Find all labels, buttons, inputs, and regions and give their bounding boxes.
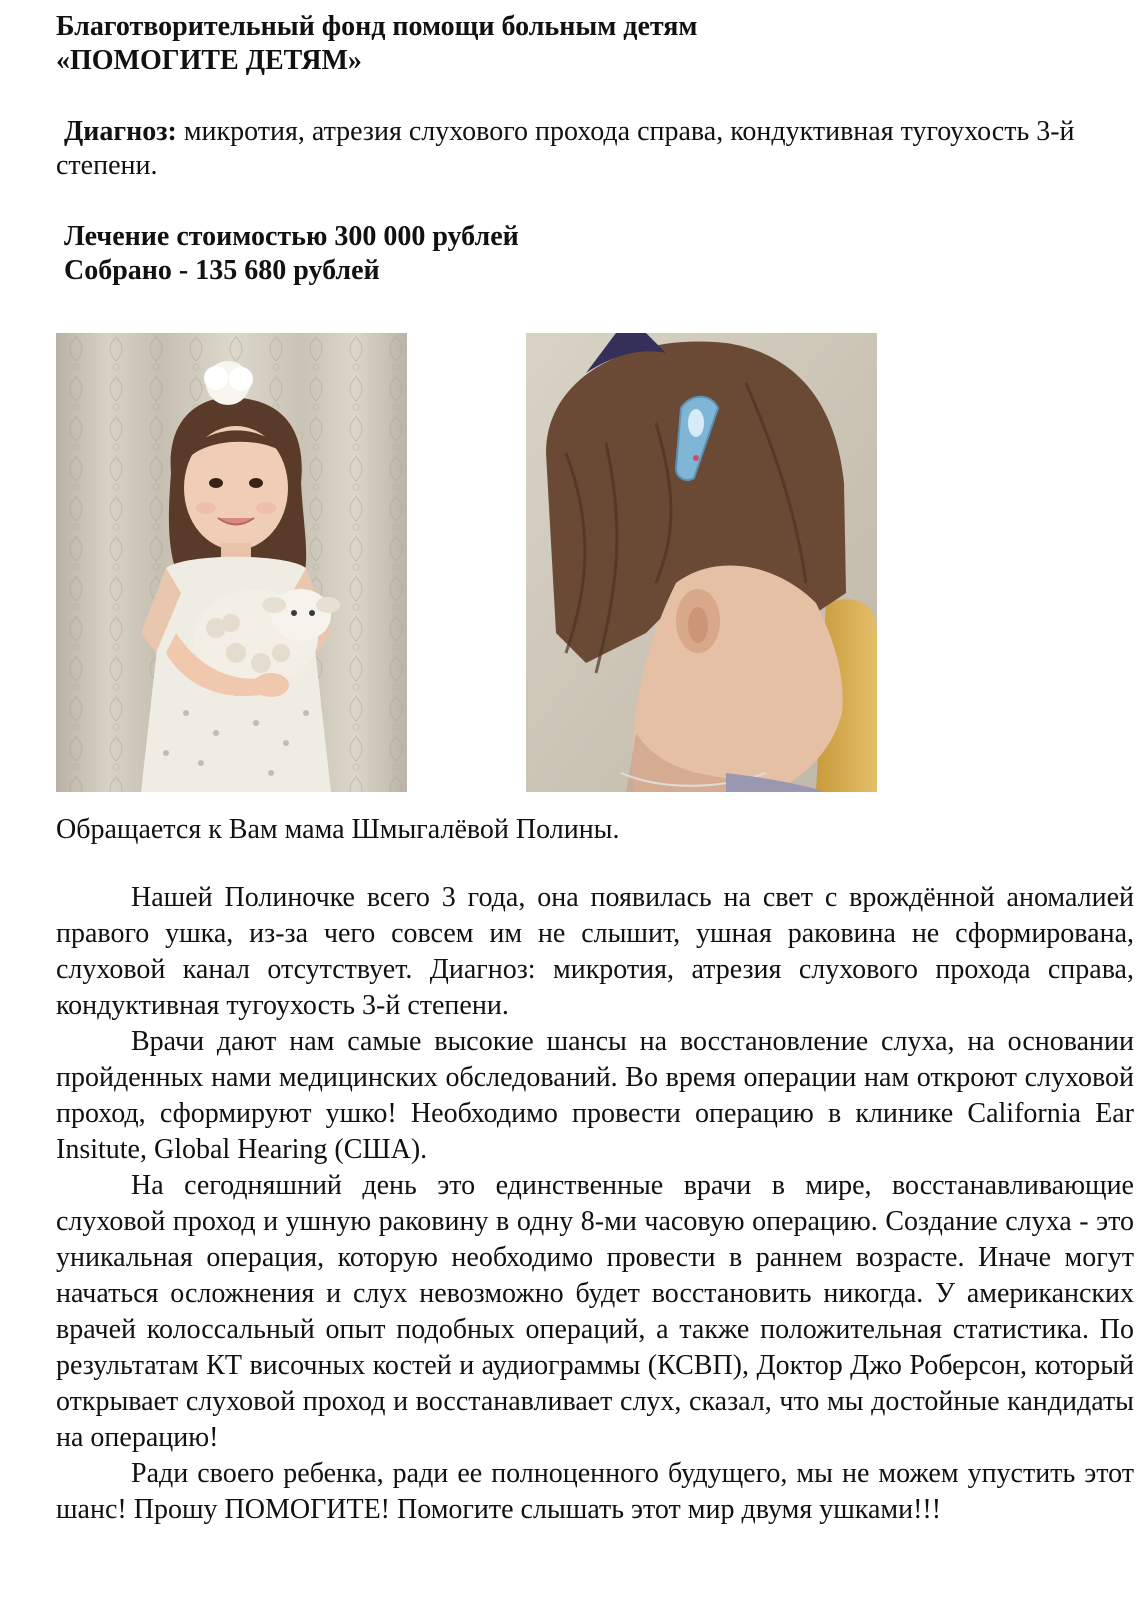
paragraph: На сегодняшний день это единственные врачи в мире, восстанавливающие слуховой проход и ушную раковину в одну 8-ми часовую операцию. Создание слуха - это уникальная операция, которую необходимо провести в раннем возрасте. Иначе могут начаться осложнения и слух невозможно будет восстановить никогда. У американских врачей колоссальный опыт подобных операций, а также положительная статистика. По результатам КТ височных костей и аудиограммы (КСВП), Доктор Джо Роберсон, который открывает слуховой проход и восстанавливает слух, сказал, что мы достойные кандидаты на операцию!: [56, 1170, 1134, 1453]
organization-name: Благотворительный фонд помощи больным детям: [56, 11, 698, 42]
photo-girl-profile-ear: [526, 333, 877, 792]
organization-slogan: «ПОМОГИТЕ ДЕТЯМ»: [56, 45, 362, 76]
diagnosis-text: микротия, атрезия слухового прохода справа, кондуктивная тугоухость 3-й степени.: [56, 116, 1075, 181]
diagnosis-label: Диагноз:: [64, 116, 177, 147]
funding-block: [64, 220, 519, 288]
paragraph: Нашей Полиночке всего 3 года, она появилась на свет с врождённой аномалией правого ушка, из-за чего совсем им не слышит, ушная раковина не сформирована, слуховой канал отсутствует. Диагноз: микротия, атрезия слухового прохода справа, кондуктивная тугоухость 3-й степени.: [56, 882, 1134, 1021]
photo-girl-front: [56, 333, 407, 792]
photo-girl-profile-ear-image: [526, 333, 877, 792]
treatment-cost: Лечение стоимостью 300 000 рублей: [64, 221, 519, 252]
paragraph: Врачи дают нам самые высокие шансы на восстановление слуха, на основании пройденных нами медицинских обследований. Во время операции нам откроют слуховой проход, сформируют ушко! Необходимо провести операцию в клинике California Ear Insitute, Global Hearing (США).: [56, 1026, 1134, 1165]
organization-title: [56, 10, 698, 78]
diagnosis-block: [56, 115, 1134, 183]
intro-line: Обращается к Вам мама Шмыгалёвой Полины.: [56, 814, 620, 845]
photo-girl-front-image: [56, 333, 407, 792]
collected-amount: Собрано - 135 680 рублей: [64, 255, 380, 286]
paragraph: Ради своего ребенка, ради ее полноценного будущего, мы не можем упустить этот шанс! Прошу ПОМОГИТЕ! Помогите слышать этот мир двумя ушками!!!: [56, 1458, 1134, 1525]
appeal-text: [56, 880, 1134, 1528]
